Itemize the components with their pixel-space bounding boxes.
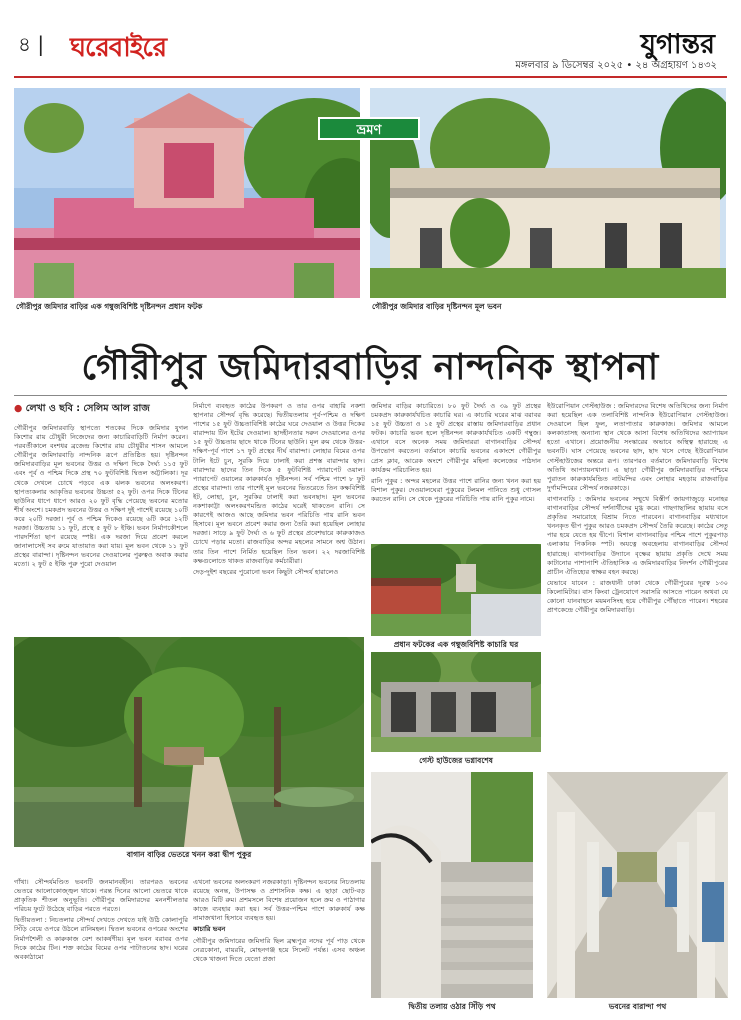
paragraph: গৌরীপুর জমিদারবাড়ি স্থাপত্যে শতকের দিকে জমিদার যুগল কিশোর রায় চৌধুরী নিজেদের জন্য কাচারিবাড়িটি নির্মাণ করেন। পরবর্তীকালে বংশধর ব্রজেন্দ্র কিশোর রায় চৌধুরীর শাসন আমলে গৌরীপুর জমিদারবাড়ি নান্দনিক রূপে প্রতিষ্ঠিত হয়। দৃষ্টিনন্দন জমিদারবাড়ির মূল ভবনের উত্তর ও দক্ষিণ দিকে দৈর্ঘ্য ১১৫ ফুট এবং পূর্ব ও পশ্চিম দিকে প্রস্থ ৭০ ফুটবিশিষ্ট দ্বিতল অট্টালিকা। দূর থেকে দেখলে চোখে পড়বে এক ঝলক ভবনের অলংকরণ। স্থাপত্যকলার আকৃতির ভবনের উচ্চতা ৫২ ফুট। ওপর দিকে টিনের ছাউনির ধাপে ধাপে আরও ২০ ফুট বৃদ্ধি পেয়েছে ভবনের মতোর শীর্ষ অংশে। চমকপ্রদ ভবনের উত্তর ও দক্ষিণ দুই পাশেই রয়েছে ১০টি করে ২০টি দরজা। পূর্ব ও পশ্চিম দিকেও রয়েছে ৬টি করে ১২টি দরজা। উচ্চতায় ১১ ফুট, প্রস্থে ৫ ফুট ৮ ইঞ্চি। ভবন নির্মাণকৌশলে পারদর্শিতা ছাপ রয়েছে স্পষ্ট। এক দরজা দিয়ে প্রবেশ করলে জানালাসেই সব রুমে যাতায়াত করা যায়। মূল ভবন থেকে ১১ ফুট প্রস্থের বারান্দা। দৃষ্টিনন্দন ভবনের দেওয়ালের পুরুত্বও অবাক করার মতো। ২ ফুট ৫ ইঞ্চি পুরু পুরো দেওয়াল	[14, 424, 188, 569]
paragraph: ইউরোপিয়ান গেস্টহাউজ : জমিদারদের বিশেষ অতিথিদের জন্য নির্মাণ করা হয়েছিল এক তলাবিশিষ্ট নান্দনিক ইউরোপিয়ান গেস্টহাউজ। দেওয়ালে ছিল ফুল, লতাপাতার কারুকাজ। জমিদার আমলে কলকাতাসহ অন্যান্য স্থান থেকে আসা বিশেষ অতিথিদের অ্যাপ্যায়ন হতো এখানে। প্রয়োজনীয় সংস্কারের অভাবে অস্থিত্ব হারাচ্ছে এ ভবনটি। ঘাস পেয়েছে ভবনের ছাদ, ছাদ খসে গেছে ইউরোপিয়ান গেস্টহাউজের অন্তরে রূপ। তারপরও বর্তমানে জমিদারবাড়ি বিশেষ অতিথি আপ্যায়নখানা। এ ছাড়া গৌরীপুর জমিদারবাড়ির পশ্চিমে পুরাতন কারুকার্যমন্ডিত নাটমন্দির এবং লোহার মহড়ায় রাজবাড়ির দুর্গামন্দিরের সৌন্দর্য নজরকাড়ে।	[547, 402, 728, 492]
paragraph: দ্বিতীয়তলা : নিচতলার সৌন্দর্য দেখতে দেখতে যাই উঠি কোলাপুরি সিঁড়ি বেয়ে ওপরে উঠলে রানিমহল। দ্বিতল ভবনের ওপরের অংশের নির্মাণশৈলী ও কারুকাজ বেশ আকর্ষণীয়। মূল ভবন বরাবর ওপর দিকে কাঠের টিন। শক্ত কাঠের বিমের ওপর পাটাতনের ছাদ। ঘরের অবকাঠামো	[14, 916, 188, 961]
photo-main-building	[370, 88, 726, 298]
byline	[14, 402, 150, 417]
column-1-top	[14, 424, 188, 632]
column-3-top	[371, 402, 541, 540]
paragraph: যেভাবে যাবেন : রাজধানী ঢাকা থেকে গৌরীপুরের দূরত্ব ১৩০ কিলোমিটার। বাস কিংবা ট্রেনযোগে সরাসরি আসতে পারেন অথবা যে কোনো যানবাহনে ময়মনসিংহ হয়ে গৌরীপুর পৌঁছাতে পারেন। শহরের প্রাণকেন্দ্রে গৌরীপুর জমিদারবাড়ি।	[547, 578, 728, 615]
paragraph: নির্মাণে ব্যবহৃত কাঠের উপকরণ ও তার ওপর বাহারি নকশা স্থাপনার সৌন্দর্য বৃদ্ধি করেছে। দ্বিতীয়তলায় পূর্ব-পশ্চিম ও দক্ষিণ পাশের ১৫ ফুট উচ্চতাবিশিষ্ট কাঠের ঘরে দেওয়াল ও উত্তর দিকের বারান্দায় টিন ইটের দেওয়াল। ছাদহীনতার দরুন দেওয়ালের ওপর ১৫ ফুট উচ্চতায় ছাদে থাকে টিনের ছাউনি। মূল রুম থেকে উত্তর-দক্ষিণ-পূর্ব পাশে ১৭ ফুট প্রস্থের দীর্ঘ বারান্দা। লোহার বিমের ওপর টালি ইটে চুন, সুরকি দিয়ে ঢালাই করা প্রশস্ত বারান্দার ছাদ। বারান্দার ছাদের তিন দিকে ৫ ফুটবিশিষ্ট প্যারাপেট ওয়াল। প্যারাপেট ওয়ালের কারুকার্যও দৃষ্টিনন্দন। সর্ব পশ্চিম পাশে ৮ ফুট প্রস্থের বারান্দা। তার পাশেই মূল ভবনের ভিতরেতে তিন কক্ষবিশিষ্ট ইট, লোহা, চুন, সুরকির ঢালাই করা ভবনছাদ। মূল ভবনের নকশাকাট্টা অলংকরণমন্ডিত কাঠের ঘরেই থাকতেন রানি। সে কারণেই আজও আছে জমিদার ভবন পরিচিতি পায় রানি ভবন হিসাবে। মূল ভবনে প্রবেশ করার জন্য তৈরি করা হয়েছিল লোহার দরজা। সাড়ে ৯ ফুট দৈর্ঘ্য ও ৬ ফুট প্রস্থের প্রবেশদ্বারে কারুকাজও চোখে পড়ার মতো। রাজবাড়ির অন্দর মহলের সামনে অশ্ব উঠান। তার তিন পাশে নির্মিত হয়েছিল তিন ভবন। ২২ দরজাবিশিষ্ট কক্ষগুলোতে থাকত রাজবাড়ির কর্মচারীরা।	[193, 402, 365, 565]
headline-rule	[14, 395, 727, 396]
caption-photo7: ভবনের বারান্দা পথ	[608, 1002, 667, 1011]
caption-photo4: প্রধান ফটকের এক গম্বুজবিশিষ্ট কাচারি ঘর	[393, 640, 519, 649]
paragraph: জমিদার বাড়ির কাচারিতে। ৮০ ফুট দৈর্ঘ্য ও ৩৯ ফুট প্রস্থের চমকপ্রদ কারুকার্যখচিত কাচারি ঘর। এ কাচারি ঘরের মাঝ বরাবর ১৫ ফুট উচ্চতা ও ১৫ ফুট প্রস্থের রাস্তায় জমিদারবাড়ির প্রধান ফটক। কাচারি ভবন হলে দৃষ্টিনন্দন কারুকার্যখচিত একটি গম্বুজ। এখানে বসে অনেক সময় জমিদাররা বাগানবাড়ির সৌন্দর্য উপভোগ করতেন। বর্তমানে কাচারি ভবনের একাংশে গৌরীপুর প্রেস ক্লাব, আরেক অংশে গৌরীপুর মহিলা কলেজের পাঠদান কার্যক্রম পরিচালিত হয়।	[371, 402, 541, 474]
dateline: মঙ্গলবার ৯ ডিসেম্বর ২০২৫ • ২৪ অগ্রহায়ণ ১৪৩২	[515, 60, 717, 71]
photo-veranda	[547, 772, 728, 998]
paragraph: দেড়-দুইশ বছরের পুরোনো ভবন কিছুটা সৌন্দর্য হারালেও	[193, 567, 339, 576]
photo-main-gate	[14, 88, 360, 298]
bullet-icon: ●	[14, 403, 23, 414]
byline-text: লেখা ও ছবি : সেলিম আল রাজ	[25, 403, 150, 414]
photo-staircase	[371, 772, 533, 998]
section-tag: ভ্রমণ	[318, 117, 420, 140]
caption-photo1: গৌরীপুর জমিদার বাড়ির এক গম্বুজবিশিষ্ট দৃষ্টিনন্দন প্রধান ফটক	[16, 302, 203, 311]
paragraph: গৌরীপুর জমিদারের জমিদারি ছিল ব্রহ্মপুত্র নদের পূর্ব পাড় থেকে নেত্রকোনা, বায়রবি, মোহনগঞ্জ হয়ে সিলেট পর্যন্ত। এসব অঞ্চল থেকে খাজনা দিতে যেতো প্রজা	[193, 936, 365, 963]
header-rule	[14, 76, 727, 78]
photo-island-pond	[14, 637, 364, 847]
column-1-bottom	[14, 878, 188, 1008]
caption-photo2: গৌরীপুর জমিদার বাড়ির দৃষ্টিনন্দন মূল ভবন	[372, 302, 502, 311]
paragraph: গাঁথা। সৌন্দর্যমণ্ডিত ভবনটি জনমানবহীন। তারপরও ভবনের ভেতরে আলোকোজ্জ্বল থাকে। পরন্ত দিনের আলো ভেতরে থাকে প্রাকৃতিক শীতল অনুভূতি। গৌরীপুর জমিদারদের মননশীলতার পরিচয় ফুটে উঠেছে বাড়ির পরতে পরতে।	[14, 878, 188, 914]
photo-guest-house	[371, 652, 541, 752]
caption-photo3: বাগান বাড়ির ভেতরে খনন করা দ্বীপ পুকুর	[126, 850, 252, 859]
subhead-kachari: কাচারি ভবন	[193, 925, 226, 934]
caption-photo6: দ্বিতীয় তলায় ওঠার সিঁড়ি পথ	[408, 1002, 496, 1011]
column-2-top	[193, 402, 365, 632]
page-number: ৪ |	[18, 32, 45, 56]
paragraph: বাগানবাড়ি : জমিদার ভবনের সম্মুখে বিস্তীর্ণ জায়গাজুড়ে মনোহর বাগানবাড়ির সৌন্দর্য দর্শনার্থীদের মুগ্ধ করে। গাছগাছালির ছায়ায় বসে প্রকৃতির সমারোহে বিশ্রাম নিতে পারবেন। বাগানবাড়ির মধ্যখানে খননকৃত দ্বীপ পুকুর আরও চমকপ্রদ সৌন্দর্য তৈরি করেছে। কাঠের সেতু পার হয়ে যেতে হয় দ্বীপে। বিশাল বাগানবাড়ির পশ্চিম পাশে পুকুরপাড় এলাকায় পিকনিক স্পট। অযত্নে অবহেলায় বাগানবাড়ির সৌন্দর্য হারাচ্ছে। বাগানবাড়ির উদ্যানে বৃক্ষের ছায়ায় প্রকৃতি দেখে সময় কাটানোর পাশাপাশি ঐতিহাসিক এ জমিদারবাড়ির নিদর্শন গৌরীপুরের প্রাচীন ঐতিহ্যের স্বাক্ষর বহন করছে।	[547, 494, 728, 576]
paragraph: রানি পুকুর : অন্দর মহলের উত্তর পাশে রানির জন্য খনন করা হয় বিশাল পুকুর। দেওয়ালঘেরা পুকুরের টলমল পানিতে শুধু গোসল করতেন রানি। সে থেকে পুকুরের পরিচিতি পায় রানি পুকুর নামে।	[371, 476, 541, 503]
photo-kachari-ghar	[371, 544, 541, 636]
newspaper-masthead: যুগান্তর	[640, 29, 715, 60]
caption-photo5: গেস্ট হাউজের ভগ্নাবশেষ	[419, 756, 493, 765]
column-2-bottom	[193, 878, 365, 1008]
headline: গৌরীপুর জমিদারবাড়ির নান্দনিক স্থাপনা	[81, 347, 659, 388]
paragraph: এখনো ভবনের অলংকরণ নজরকাড়া। দৃষ্টিনন্দন ভবনের নিচতলায় রয়েছে অনন্ত, উপাসক্ষ ও প্রশাসনিক কক্ষ। এ ছাড়া ছোট-বড় আরও মিটি রুম। প্রশমসলে বিশেষ প্রয়োজন হলে ক্রম ও পাঠাগার কাজে ব্যবহার করা হয়। সর্ব উত্তর-পশ্চিম পাশে কারুকার্য কক্ষ নামাজখানা হিসাবে ব্যবহৃত হয়।	[193, 878, 365, 923]
column-4-top	[547, 402, 728, 770]
section-brand: ঘরেবাইরে	[70, 33, 167, 63]
